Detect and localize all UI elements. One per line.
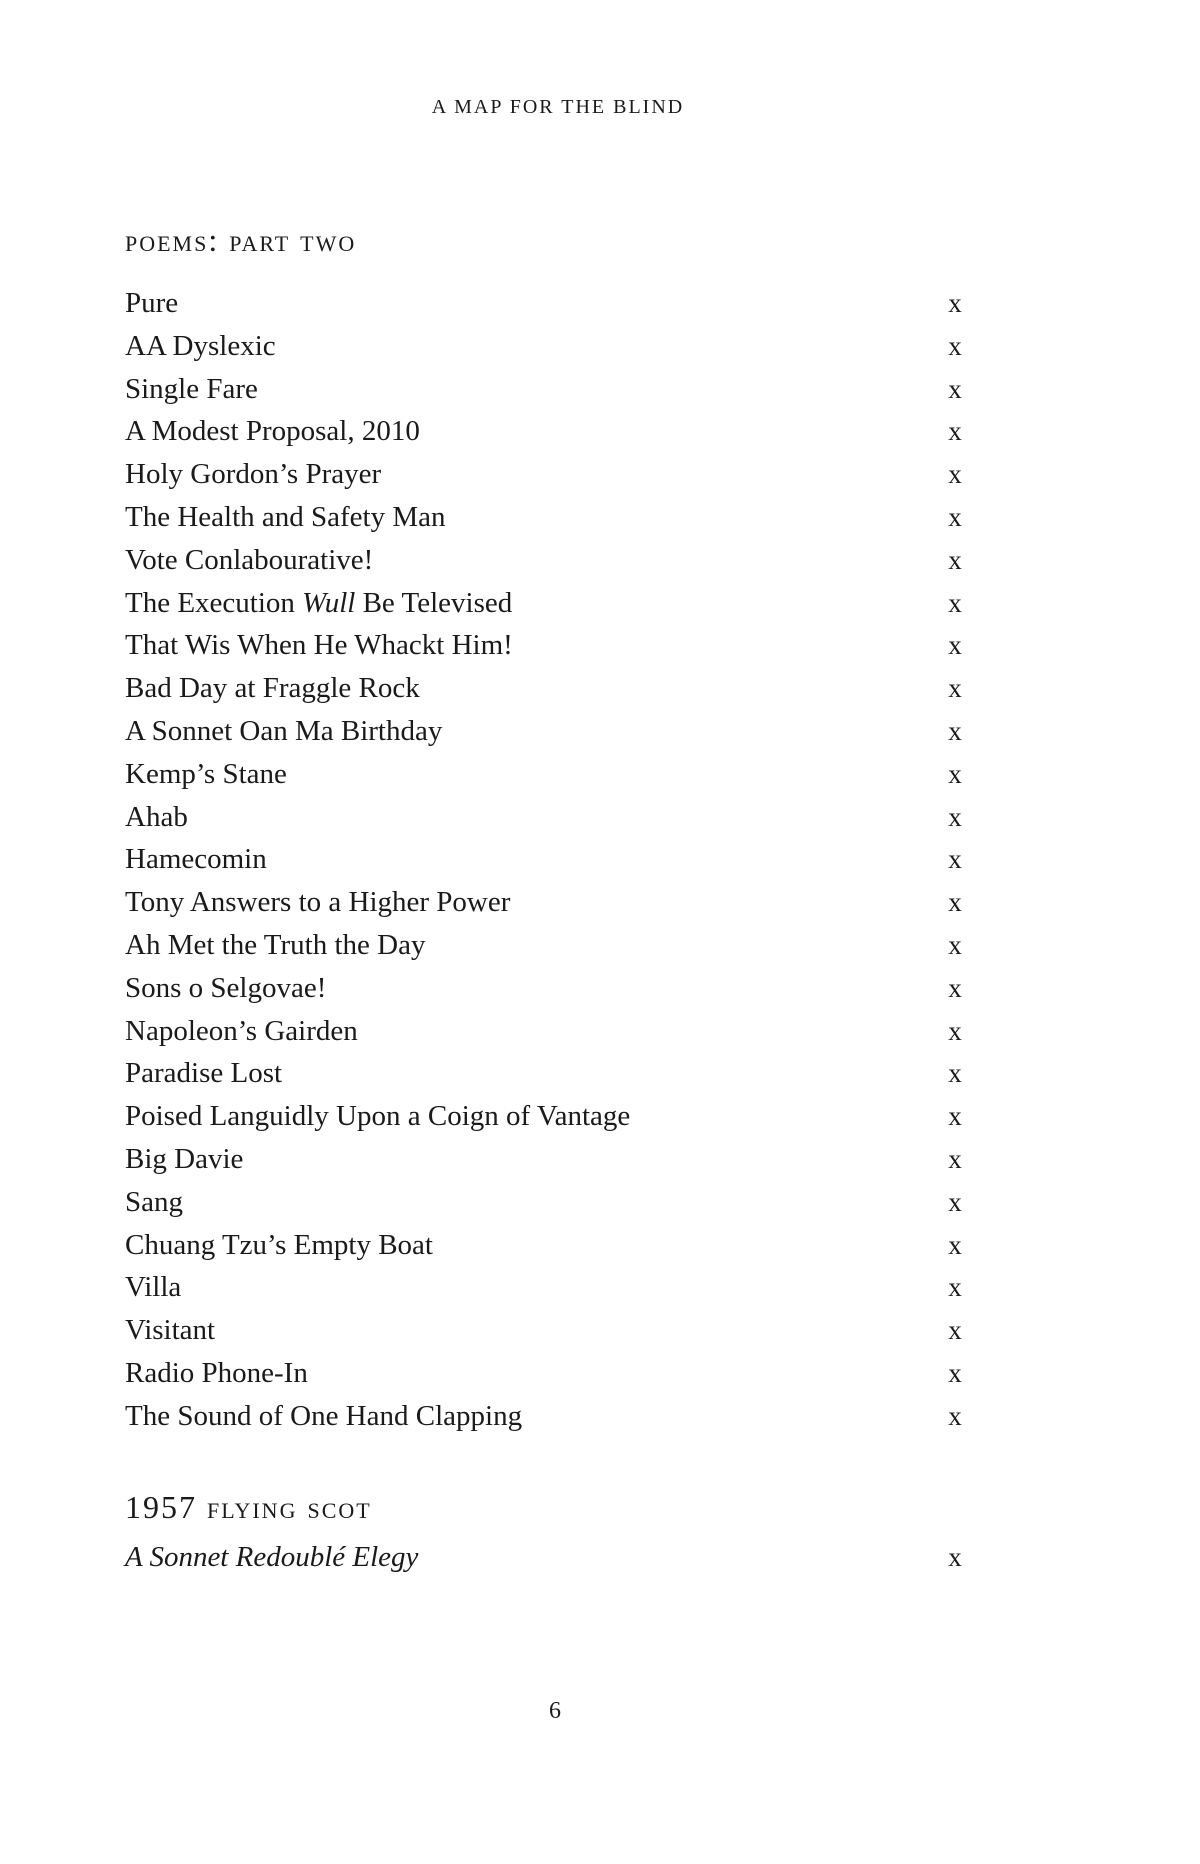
toc-entry[interactable]: [125, 753, 965, 796]
toc-entry-page: x: [948, 630, 962, 661]
toc-entry-title-part: The Execution: [125, 586, 303, 619]
toc-entry[interactable]: [125, 924, 965, 967]
toc-entry-page: x: [948, 1143, 962, 1174]
toc-entry-title-italic: Wull: [302, 586, 356, 619]
toc-entry[interactable]: [125, 1224, 965, 1267]
toc-entry[interactable]: [125, 453, 965, 496]
toc-entry-page: x: [948, 929, 962, 960]
toc-entry[interactable]: [125, 410, 965, 453]
toc-entry[interactable]: [125, 539, 965, 582]
toc-entry-title: The Sound of One Hand Clapping: [125, 1399, 523, 1432]
toc-entry-page: x: [948, 1186, 962, 1217]
toc-entry[interactable]: [125, 496, 965, 539]
toc-entry-title: Ahab: [125, 800, 188, 833]
toc-entry-title: Vote Conlabourative!: [125, 543, 374, 576]
toc-entry-title: Single Fare: [125, 372, 258, 405]
toc-entry[interactable]: [125, 967, 965, 1010]
toc-entry-title: Hamecomin: [125, 843, 267, 876]
toc-entry[interactable]: [125, 667, 965, 710]
toc-entry-page: x: [948, 288, 962, 318]
toc-entry-page: x: [948, 416, 962, 447]
toc-entry-page: x: [948, 501, 962, 532]
toc-entry[interactable]: [125, 325, 965, 368]
toc-list-poems-part-two: [125, 282, 965, 1438]
toc-entry-title: Sons o Selgovae!: [125, 971, 327, 1004]
toc-entry-page: x: [948, 330, 962, 361]
toc-entry-title: AA Dyslexic: [125, 329, 276, 362]
toc-entry-page: x: [948, 1015, 962, 1046]
toc-entry[interactable]: [125, 1181, 965, 1224]
toc-entry[interactable]: [125, 1010, 965, 1053]
toc-entry-title: The Health and Safety Man: [125, 500, 446, 533]
toc-entry-page: x: [948, 844, 962, 875]
toc-entry-title: Bad Day at Fraggle Rock: [125, 672, 420, 705]
toc-entry-title: Napoleon’s Gairden: [125, 1014, 358, 1047]
toc-entry[interactable]: [125, 1052, 965, 1095]
toc-entry[interactable]: [125, 582, 965, 625]
toc-entry[interactable]: [125, 1309, 965, 1352]
toc-entry-page: x: [948, 715, 962, 746]
toc-entry-page: x: [948, 1272, 962, 1303]
toc-entry-page: x: [948, 1058, 962, 1089]
toc-entry-title-part: Be Televised: [355, 586, 513, 619]
toc-entry-page: x: [948, 1101, 962, 1132]
toc-entry-title: A Modest Proposal, 2010: [125, 415, 420, 448]
toc-entry-title: Holy Gordon’s Prayer: [125, 458, 382, 491]
running-head: A MAP FOR THE BLIND: [431, 96, 685, 118]
toc-entry-page: x: [948, 459, 962, 490]
toc-entry-title: Tony Answers to a Higher Power: [125, 886, 511, 919]
toc-entry[interactable]: [125, 1266, 965, 1309]
toc-entry[interactable]: [125, 710, 965, 753]
toc-entry-title: Paradise Lost: [125, 1057, 283, 1090]
toc-entry-page: x: [948, 1229, 962, 1260]
toc-entry-page: x: [948, 544, 962, 575]
toc-entry-page: x: [948, 587, 962, 618]
toc-entry[interactable]: [125, 368, 965, 411]
toc-entry-title: Sang: [125, 1185, 183, 1218]
toc-entry-title: Chuang Tzu’s Empty Boat: [125, 1228, 433, 1261]
toc-entry[interactable]: [125, 796, 965, 839]
toc-entry-page: x: [948, 801, 962, 832]
toc-entry-title: Ah Met the Truth the Day: [125, 928, 426, 961]
toc-entry-title: Big Davie: [125, 1142, 244, 1175]
toc-entry-page: x: [948, 1400, 962, 1431]
toc-entry-title: A Sonnet Redoublé Elegy: [125, 1541, 419, 1573]
toc-entry-title: Villa: [125, 1271, 182, 1304]
toc-entry-page: x: [948, 1542, 962, 1572]
toc-entry-title: Kemp’s Stane: [125, 757, 287, 790]
page-number: 6: [549, 1698, 561, 1724]
toc-entry[interactable]: [125, 1536, 965, 1579]
toc-entry-page: x: [948, 373, 962, 404]
toc-entry[interactable]: [125, 1138, 965, 1181]
section-heading-1957-flying-scot: 1957 flying scot: [125, 1489, 372, 1525]
section-heading-poems-part-two: poems: part two: [125, 222, 357, 258]
toc-entry-page: x: [948, 758, 962, 789]
toc-entry-page: x: [948, 887, 962, 918]
toc-entry-title: Visitant: [125, 1314, 216, 1347]
toc-entry-page: x: [948, 972, 962, 1003]
toc-entry-page: x: [948, 1315, 962, 1346]
toc-entry-title: [125, 582, 512, 625]
toc-entry[interactable]: [125, 881, 965, 924]
toc-entry[interactable]: [125, 838, 965, 881]
toc-entry[interactable]: [125, 1095, 965, 1138]
toc-entry[interactable]: [125, 282, 965, 325]
toc-list-1957-flying-scot: [125, 1536, 965, 1579]
toc-entry-page: x: [948, 673, 962, 704]
toc-entry-title: That Wis When He Whackt Him!: [125, 629, 513, 662]
toc-entry[interactable]: [125, 624, 965, 667]
toc-entry-title: Pure: [125, 287, 179, 319]
toc-entry[interactable]: [125, 1352, 965, 1395]
toc-entry[interactable]: [125, 1395, 965, 1438]
toc-entry-title: Poised Languidly Upon a Coign of Vantage: [125, 1100, 631, 1133]
toc-entry-title: A Sonnet Oan Ma Birthday: [125, 714, 443, 747]
toc-entry-title: Radio Phone-In: [125, 1356, 308, 1389]
toc-entry-page: x: [948, 1357, 962, 1388]
